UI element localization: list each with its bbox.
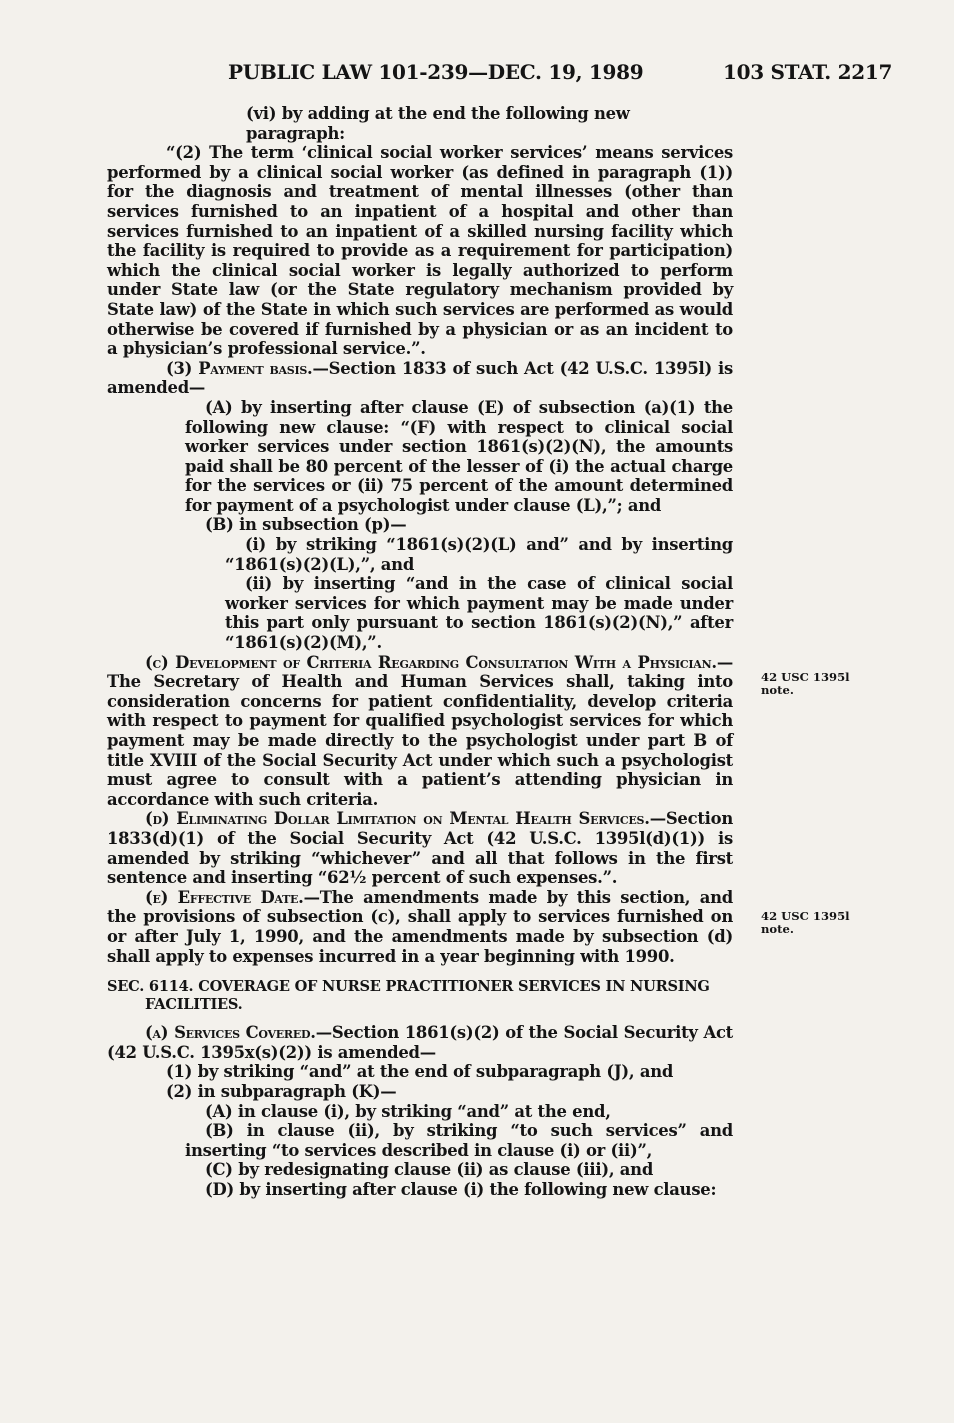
subsection-d-text: —Section 1833(d)(1) of the Social Security Act (42 U.S.C. 1395l(d)(1)) is amended by striking “whichever” and all that follows in the first sentence and inserting “62½ percent of such expenses.”. [107, 809, 733, 888]
page-body [107, 104, 733, 1199]
subsection-d [107, 809, 733, 887]
page-number: 103 STAT. 2217 [723, 60, 893, 84]
subsection-a-text: —Section 1861(s)(2) of the Social Security Act (42 U.S.C. 1395x(s)(2)) is amended— [107, 1023, 733, 1062]
subsection-c-label: (c) Development of Criteria Regarding Consultation With a Physician. [145, 652, 717, 672]
item-2-C: (C) by redesignating clause (ii) as clause (iii), and [205, 1160, 654, 1180]
margin-note-1-line2: note. [761, 683, 794, 697]
item-1: (1) by striking “and” at the end of subparagraph (J), and [166, 1062, 674, 1082]
paragraph-3-label: (3) Payment basis. [166, 358, 313, 378]
clause-B-i: (i) by striking “1861(s)(2)(L) and” and by inserting “1861(s)(2)(L),”, and [225, 535, 733, 574]
clause-B: (B) in subsection (p)— [205, 515, 407, 535]
item-2: (2) in subparagraph (K)— [166, 1081, 397, 1101]
item-2-B: (B) in clause (ii), by striking “to such services” and inserting “to services described in clause (i) or (ii)”, [185, 1121, 733, 1160]
paragraph-2-definition: “(2) The term ‘clinical social worker services’ means services performed by a clinical social worker (as defined in paragraph (1)) for the diagnosis and treatment of mental illnesses (other than services furnished to an inpatient of a hospital and other than services furnished to an inpatient of a skilled nursing facility which the facility is required to provide as a requirement for participation) which the clinical social worker is legally authorized to perform under State law (or the State regulatory mechanism provided by State law) of the State in which such services are performed as would otherwise be covered if furnished by a physician or as an incident to a physician’s professional service.”. [107, 143, 733, 359]
section-heading-line1: SEC. 6114. COVERAGE OF NURSE PRACTITIONER SERVICES IN NURSING [107, 978, 710, 996]
running-header-title: PUBLIC LAW 101-239—DEC. 19, 1989 [228, 60, 644, 84]
section-heading-line2: FACILITIES. [145, 996, 243, 1014]
margin-note-1-line1: 42 USC 1395l [761, 670, 850, 684]
paragraph-3-payment-basis [107, 359, 733, 398]
section-6114-heading [107, 978, 733, 1014]
subsection-e-label: (e) Effective Date. [145, 887, 304, 907]
subsection-a-label: (a) Services Covered. [145, 1023, 316, 1043]
paragraph-vi: (vi) by adding at the end the following new paragraph: [246, 104, 630, 143]
item-2-A: (A) in clause (i), by striking “and” at the end, [205, 1101, 611, 1121]
subsection-c [107, 653, 733, 810]
item-2-D: (D) by inserting after clause (i) the following new clause: [205, 1179, 717, 1199]
subsection-c-text: —The Secretary of Health and Human Services shall, taking into consideration concerns for patient confidentiality, develop criteria with respect to payment for qualified psychologist services for which payment may be made directly to the psychologist under part B of title XVIII of the Social Security Act under which such a psychologist must agree to consult with a patient’s attending physician in accordance with such criteria. [107, 652, 733, 809]
margin-note-2 [761, 910, 850, 936]
margin-note-2-line1: 42 USC 1395l [761, 909, 850, 923]
clause-A: (A) by inserting after clause (E) of subsection (a)(1) the following new clause: “(F) with respect to clinical social worker services under section 1861(s)(2)(N), the amounts paid shall be 80 percent of the lesser of (i) the actual charge for the services or (ii) 75 percent of the amount determined for payment of a psychologist under clause (L),”; and [185, 397, 733, 515]
margin-note-2-line2: note. [761, 922, 794, 936]
subsection-e-text: —The amendments made by this section, and the provisions of subsection (c), shall apply to services furnished on or after July 1, 1990, and the amendments made by subsection (d) shall apply to expenses incurred in a year beginning with 1990. [107, 887, 733, 966]
clause-B-ii: (ii) by inserting “and in the case of clinical social worker services for which payment may be made under this part only pursuant to section 1861(s)(2)(N),” after “1861(s)(2)(M),”. [225, 574, 733, 653]
subsection-d-label: (d) Eliminating Dollar Limitation on Mental Health Services. [145, 809, 650, 829]
margin-note-1 [761, 671, 850, 697]
subsection-e [107, 888, 733, 966]
subsection-a-services-covered [107, 1023, 733, 1062]
paragraph-3-text: —Section 1833 of such Act (42 U.S.C. 1395l) is amended— [107, 358, 733, 398]
